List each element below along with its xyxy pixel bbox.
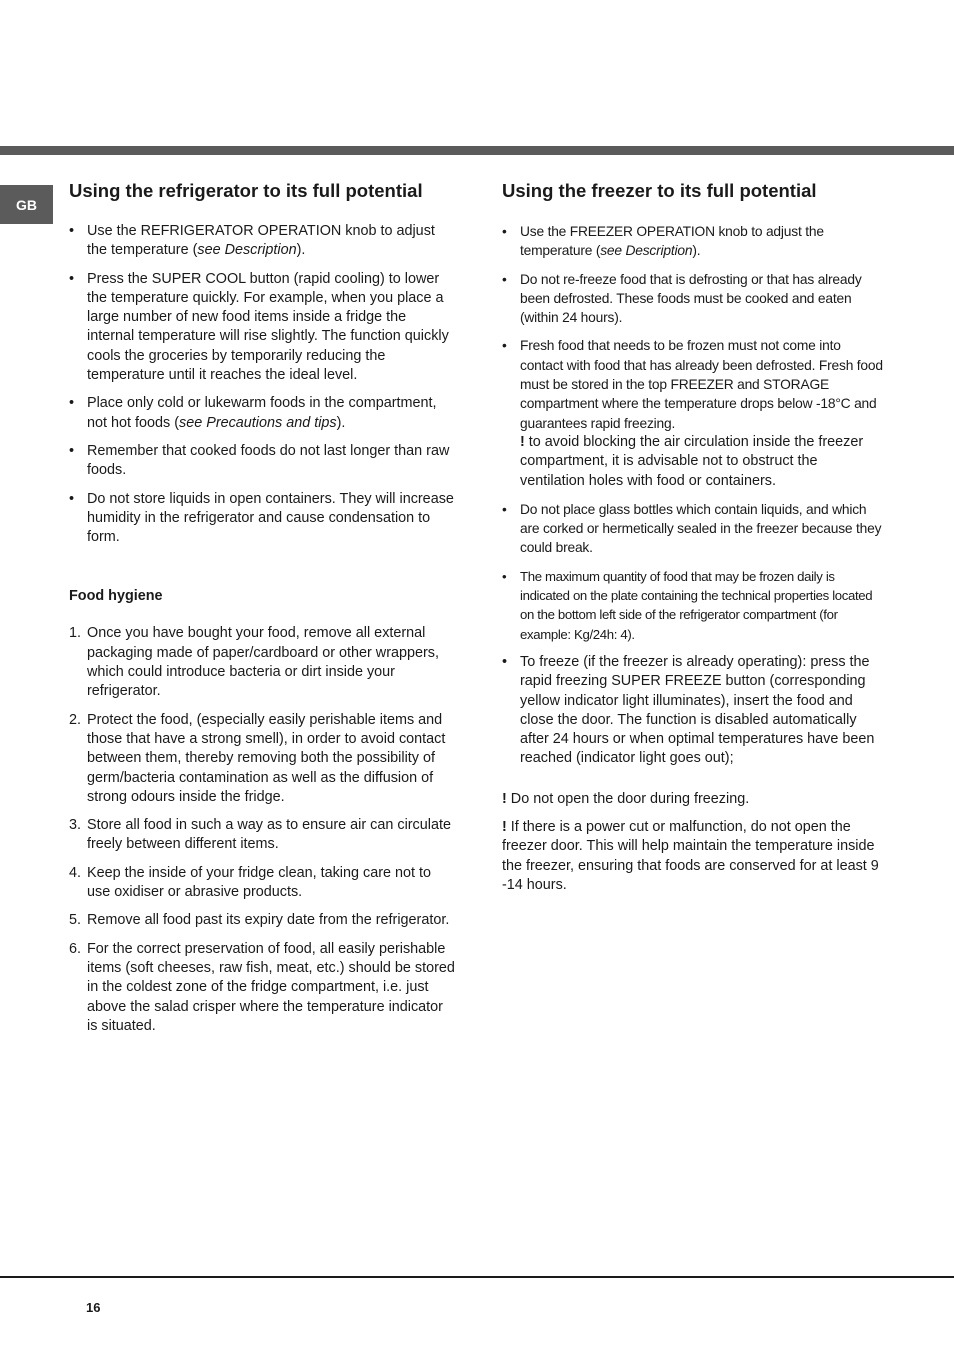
list-item: • Do not place glass bottles which contain liquids, and which are corked or hermetically sealed in the freezer because they could break. [502,500,884,558]
list-item: 3. Store all food in such a way as to ensure air can circulate freely between different items. [69,817,451,853]
list-item: • To freeze (if the freezer is already operating): press the rapid freezing SUPER FREEZE button (corresponding yellow indicator light illuminates), insert the food and close the door. The function is disabled automatically after 24 hours or when optimal temperatures have been reached (indicator light goes out); [502,653,884,769]
freezer-section-title: Using the freezer to its full potential [502,180,817,201]
warning-mark: ! [520,433,525,450]
page-number: 16 [86,1300,101,1315]
list-item: • The maximum quantity of food that may be frozen daily is indicated on the plate containing the technical properties located on the bottom left side of the refrigerator compartment (for example: Kg/24h: 4). [502,567,884,644]
list-item: • Use the REFRIGERATOR OPERATION knob to adjust the temperature (see Description). [69,222,457,261]
language-tab [0,185,53,224]
list-item: • Do not store liquids in open containers. They will increase humidity in the refrigerator and cause condensation to form. [69,490,457,548]
refrigerator-section [69,178,457,1045]
food-hygiene-list [69,624,457,1036]
list-item: 1. Once you have bought your food, remove all external packaging made of paper/cardboard or other wrappers, which could introduce bacteria or dirt inside your refrigerator. [69,625,439,700]
power-cut-warning: ! If there is a power cut or malfunction, do not open the freezer door. This will help maintain the temperature inside the freezer, ensuring that foods are conserved for at least 9 -14 hours. [502,819,879,893]
list-item: • Do not re-freeze food that is defrosting or that has already been defrosted. These foods must be cooked and eaten (within 24 hours). [502,270,884,328]
list-item: 6. For the correct preservation of food, all easily perishable items (soft cheeses, raw fish, meat, etc.) should be stored in the coldest zone of the fridge compartment, i.e. just above the salad crisper where the temperature indicator is situated. [69,940,455,1034]
header-bar [0,146,954,155]
food-hygiene-heading: Food hygiene [69,588,163,605]
list-item: • Remember that cooked foods do not last longer than raw foods. [69,442,457,481]
list-item: • Press the SUPER COOL button (rapid cooling) to lower the temperature quickly. For example, when you place a large number of new food items inside a fridge the internal temperature will rise slightly. The function quickly cools the groceries by temporarily reducing the temperature until it reaches the ideal level. [69,270,457,386]
list-item: • Use the FREEZER OPERATION knob to adjust the temperature (see Description). [502,222,884,261]
ventilation-warning: ! to avoid blocking the air circulation inside the freezer compartment, it is advisable not to obstruct the ventilation holes with food or containers. [520,433,864,489]
list-item: 2. Protect the food, (especially easily perishable items and those that have a strong smell), in order to avoid contact between them, thereby removing both the possibility of germ/bacteria contamination as well as the diffusion of strong odours inside the fridge. [69,711,446,805]
freezing-warning: ! Do not open the door during freezing. [502,790,750,807]
freezer-tips-list [502,222,884,769]
list-item: • Fresh food that needs to be frozen must not come into contact with food that has already been defrosted. Fresh food must be stored in the top FREEZER and STORAGE compartment where the temperature drops below -18°C and guarantees rapid freezing. ! to avoid blocking the air circulation inside the freezer compartment, it is advisable not to obstruct the ventilation holes with food or containers. [502,336,884,490]
list-item: • Place only cold or lukewarm foods in the compartment, not hot foods (see Precautions and tips). [69,394,457,433]
refrigerator-section-title: Using the refrigerator to its full potential [69,180,423,201]
freezer-section [502,178,884,904]
warning-mark: ! [502,790,507,807]
footer-rule [0,1276,954,1278]
list-item: 5. Remove all food past its expiry date from the refrigerator. [69,912,450,929]
warning-mark: ! [502,819,507,836]
list-item: 4. Keep the inside of your fridge clean, taking care not to use oxidiser or abrasive products. [69,864,431,901]
language-label: GB [16,196,37,213]
refrigerator-tips-list [69,222,457,547]
